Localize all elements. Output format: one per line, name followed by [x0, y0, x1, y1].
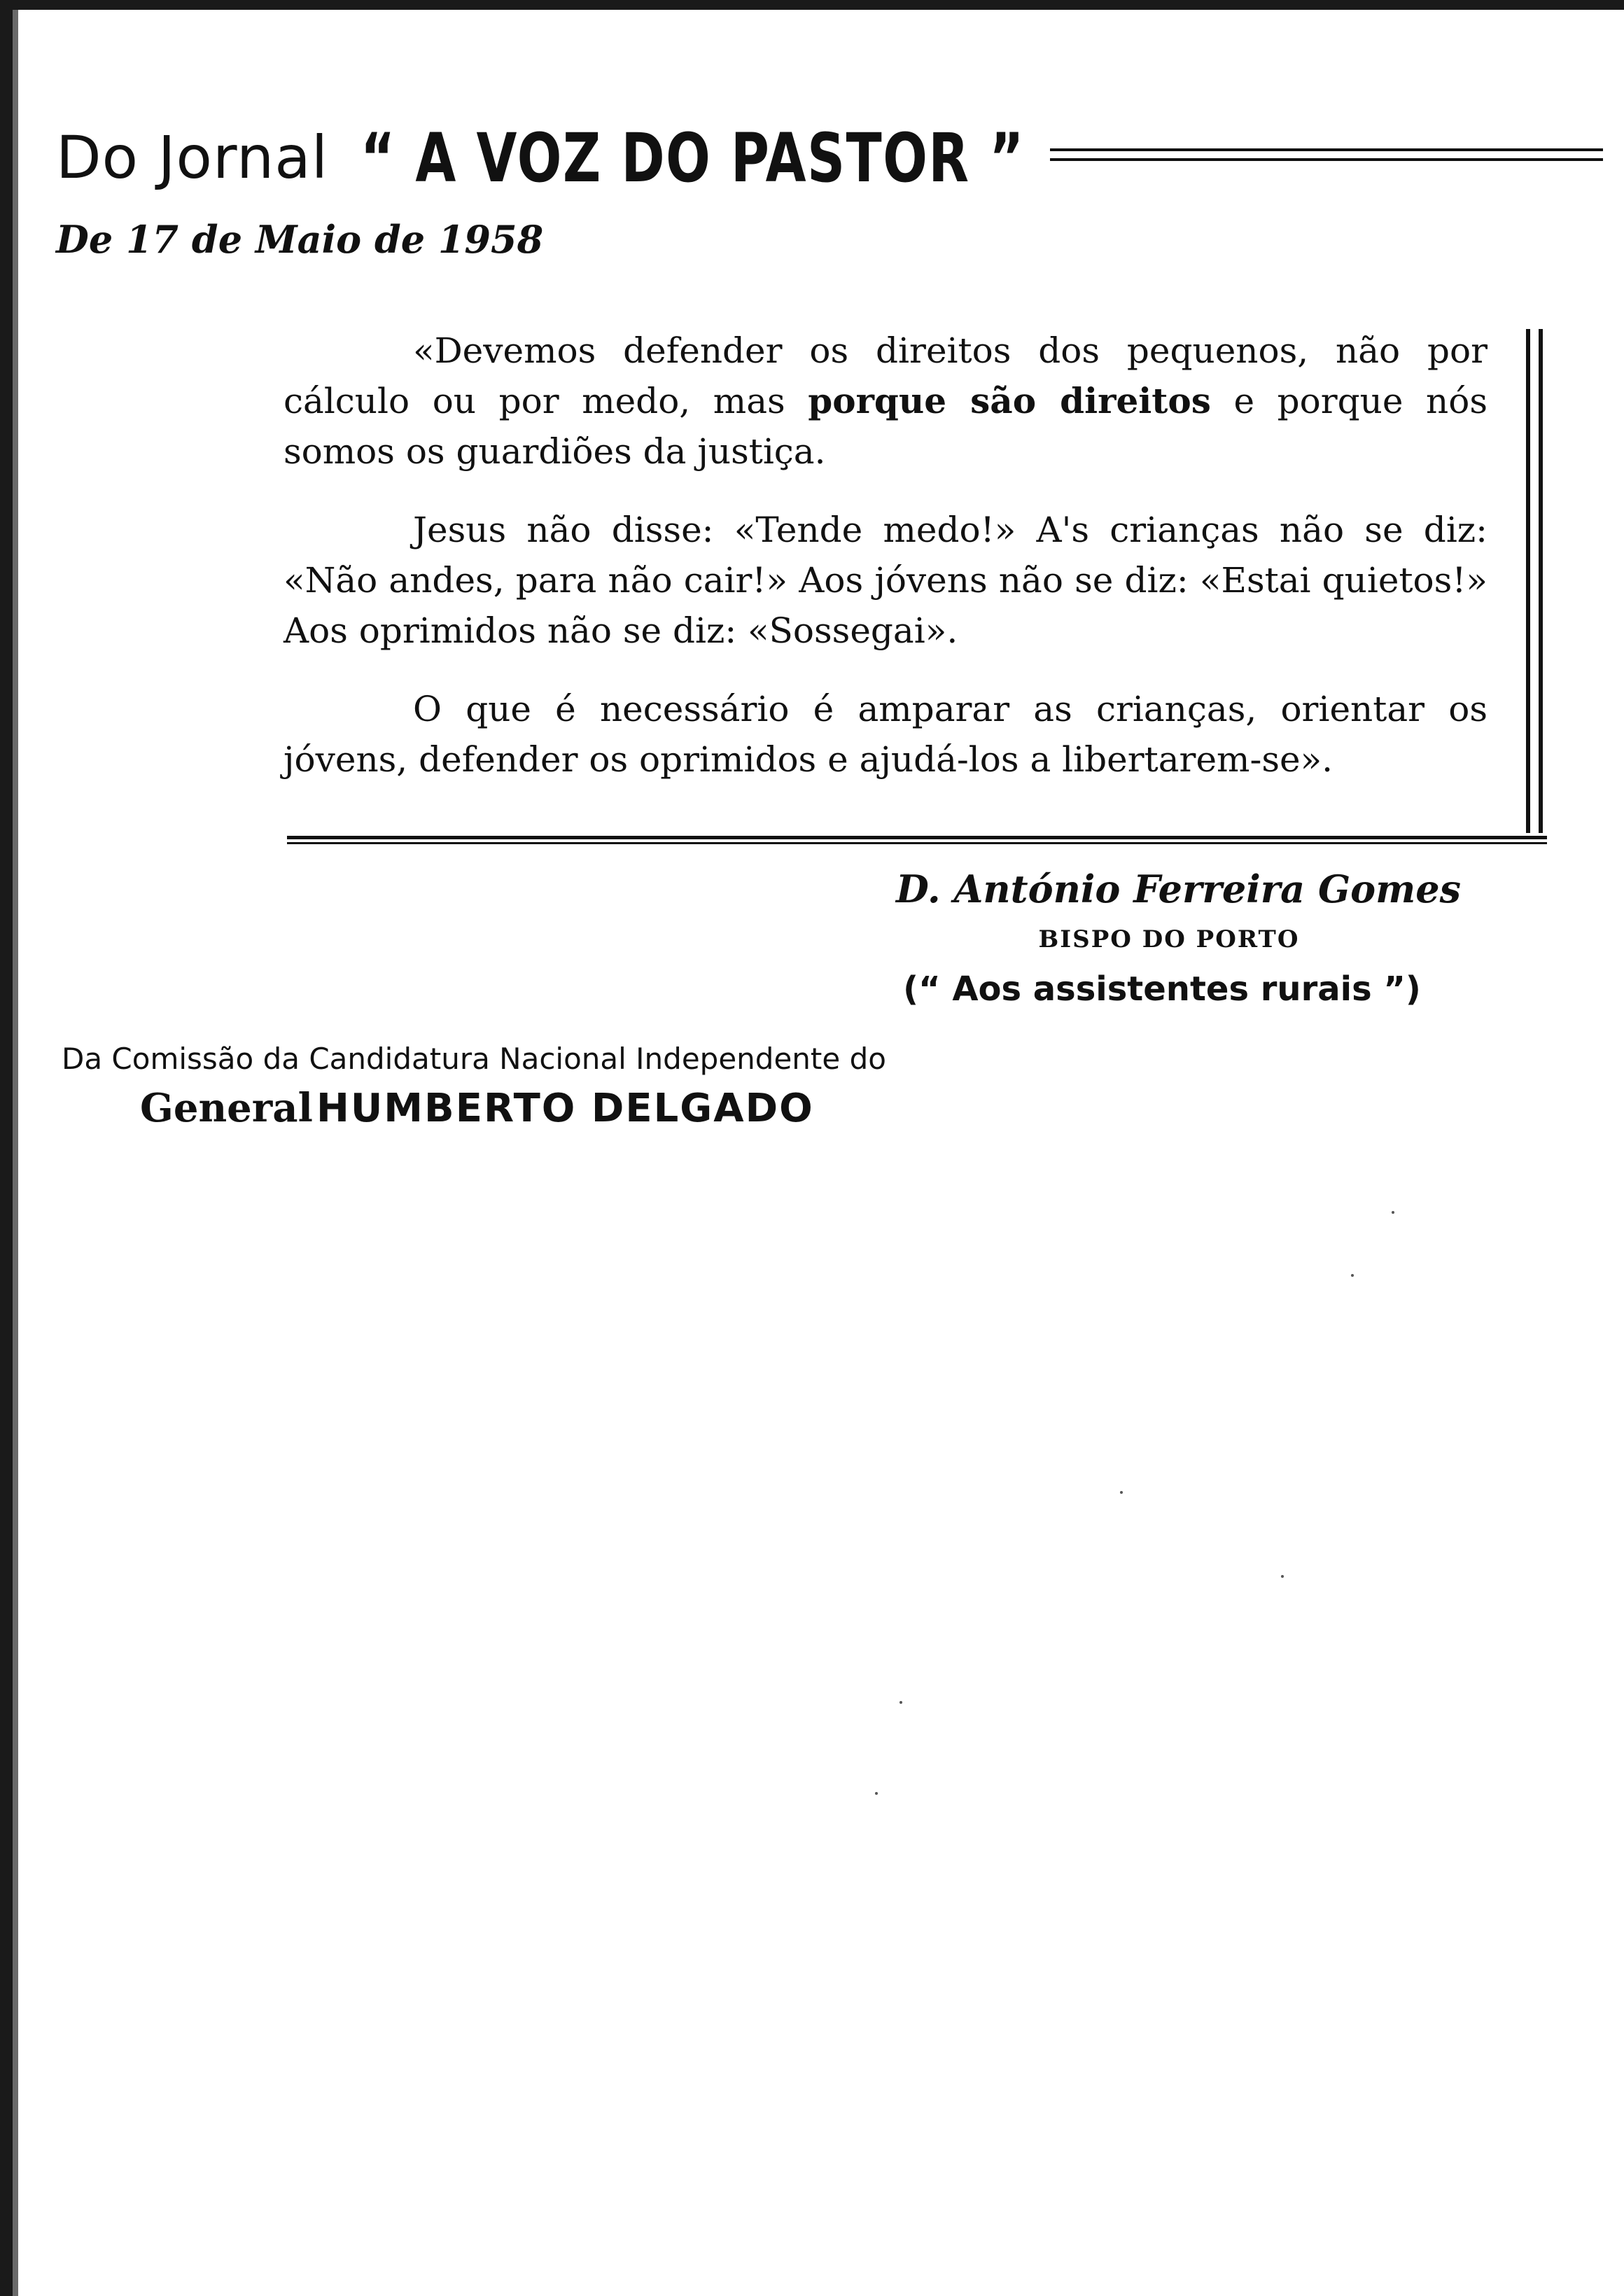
header-prefix: Do Jornal: [56, 123, 329, 192]
candidate-name: HUMBERTO DELGADO: [316, 1086, 814, 1131]
signature-name: D. António Ferreira Gomes: [896, 867, 1461, 911]
scan-edge-top: [0, 0, 1624, 10]
scan-speck: [899, 1701, 902, 1704]
scan-speck: [1351, 1274, 1354, 1277]
scan-speck: [1281, 1575, 1284, 1578]
quote-paragraph-2: Jesus não disse: «Tende medo!» A's crianças não se diz: «Não andes, para não cair!» Aos jóvens não se diz: «Estai quietos!» Aos oprimidos não se diz: «Sossegai».: [284, 510, 1488, 651]
publication-date: De 17 de Maio de 1958: [56, 217, 544, 262]
quote-vertical-rule-2: [1539, 329, 1543, 833]
quote-paragraph-3: O que é necessário é amparar as crianças, orientar os jóvens, defender os oprimidos e ajudá-los a libertarem-se».: [284, 689, 1488, 780]
header: [56, 119, 1554, 196]
footer-candidate: [140, 1085, 814, 1131]
scan-speck: [1120, 1491, 1123, 1494]
newspaper-title: “ A VOZ DO PASTOR ”: [360, 119, 1026, 197]
quote-block: [284, 326, 1488, 813]
scan-speck: [875, 1792, 878, 1795]
quote-p1-end: e porque nós somos os guardiões da justiça.: [284, 381, 1488, 472]
scan-edge-left-shadow: [13, 10, 18, 2296]
signature-title: BISPO DO PORTO: [1038, 925, 1300, 953]
footer-committee: Da Comissão da Candidatura Nacional Independente do: [62, 1042, 886, 1076]
quote-p1-emphasis: porque são direitos: [808, 380, 1211, 421]
quote-bottom-rule: [287, 836, 1547, 846]
signature-source: (“ Aos assistentes rurais ”): [903, 969, 1421, 1009]
scan-edge-left: [0, 0, 13, 2296]
header-double-rule: [1050, 148, 1603, 164]
quote-p1-start: «Devemos defender os direitos dos pequenos, não por cálculo ou por medo, mas: [284, 330, 1488, 421]
scan-speck: [1392, 1211, 1394, 1214]
quote-paragraph-1: [284, 326, 1488, 477]
quote-vertical-rule-1: [1526, 329, 1530, 833]
footer-prefix: General: [140, 1085, 313, 1131]
